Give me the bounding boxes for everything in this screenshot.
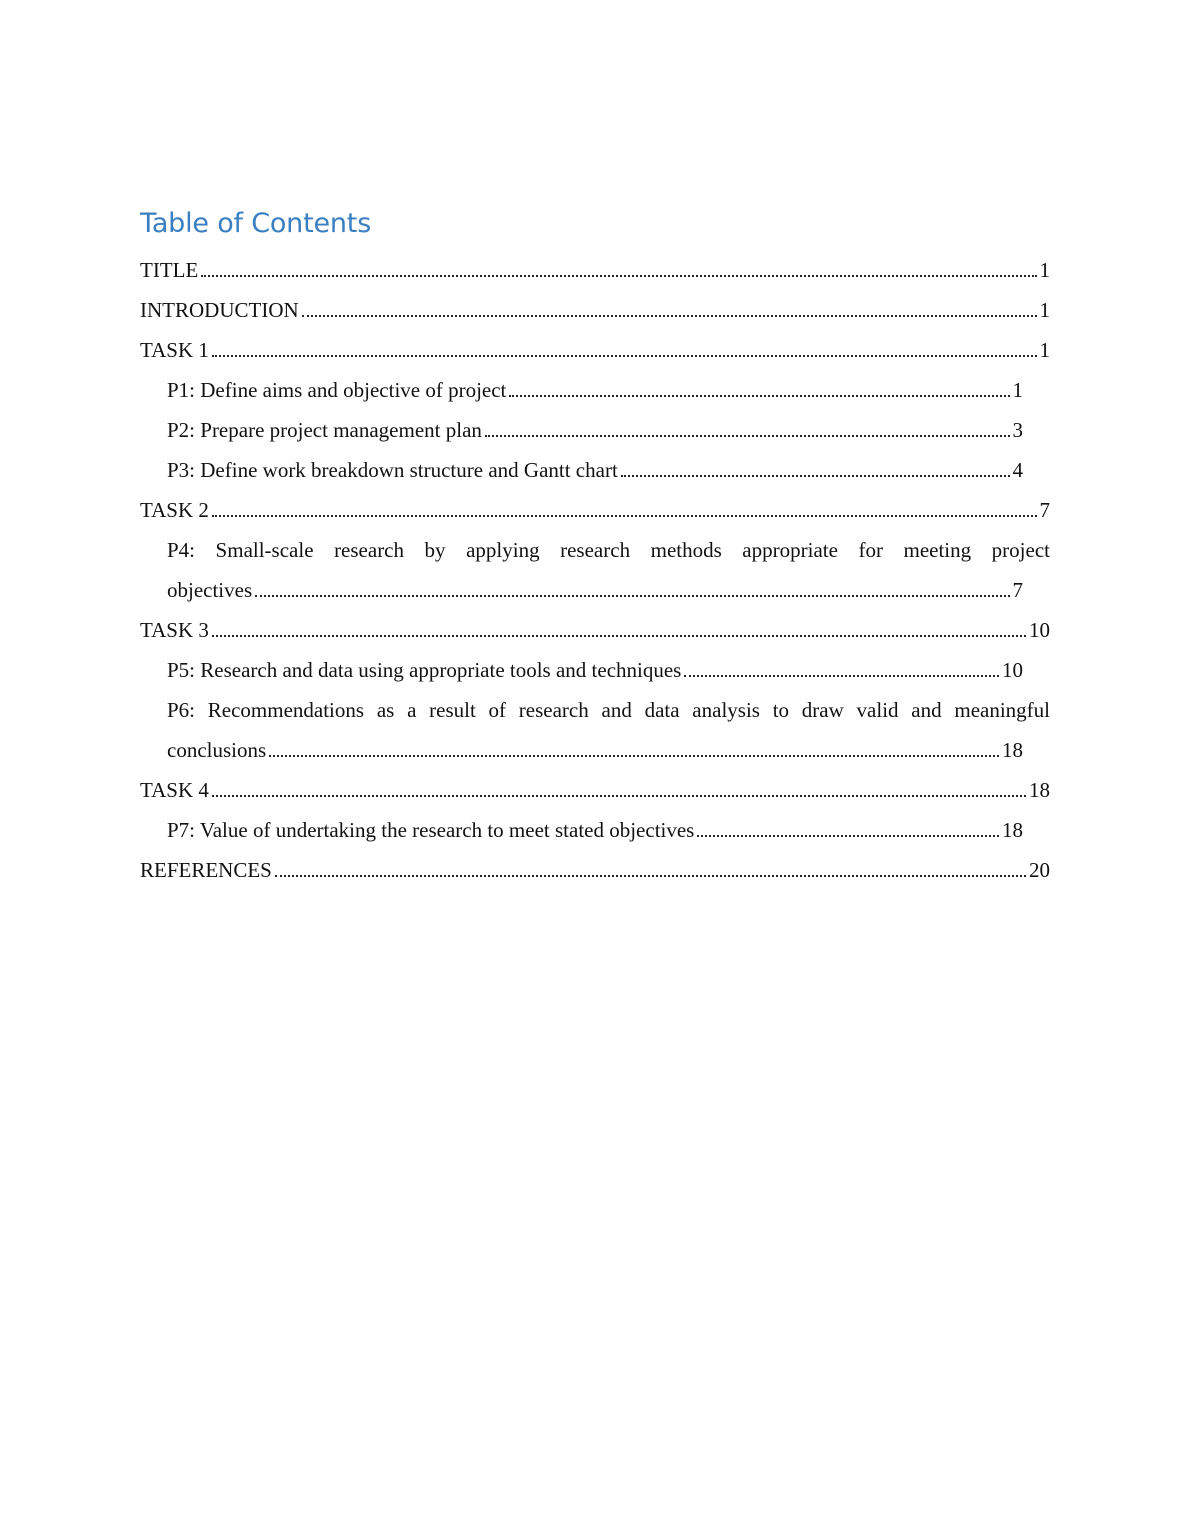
toc-leader xyxy=(269,755,999,757)
toc-leader xyxy=(201,275,1036,277)
toc-leader xyxy=(302,315,1037,317)
toc-page-number: 18 xyxy=(1029,778,1050,802)
toc-entry-p2[interactable] xyxy=(140,410,1023,450)
toc-leader xyxy=(684,675,999,677)
toc-entry-task-3[interactable] xyxy=(140,610,1050,650)
toc-page-number: 18 xyxy=(1002,738,1023,762)
toc-entry-label-line2: conclusions xyxy=(167,738,267,762)
toc-entry-label: P1: Define aims and objective of project xyxy=(167,378,507,402)
table-of-contents xyxy=(140,204,1050,890)
toc-entry-label: P5: Research and data using appropriate tools and techniques xyxy=(167,658,682,682)
toc-heading: Table of Contents xyxy=(140,208,372,239)
toc-leader xyxy=(212,515,1037,517)
toc-leader xyxy=(621,475,1010,477)
toc-entry-p5[interactable] xyxy=(140,650,1023,690)
toc-page-number: 1 xyxy=(1039,338,1050,362)
toc-entry-line2 xyxy=(167,730,1023,770)
toc-entry-p6[interactable] xyxy=(140,690,1050,770)
toc-page-number: 10 xyxy=(1029,618,1050,642)
toc-entry-label: TASK 1 xyxy=(140,338,209,362)
toc-entry-label: P3: Define work breakdown structure and Gantt chart xyxy=(167,458,618,482)
toc-entry-label: TITLE xyxy=(140,258,199,282)
toc-entry-p1[interactable] xyxy=(140,370,1023,410)
toc-page-number: 3 xyxy=(1012,418,1023,442)
toc-entry-label: TASK 4 xyxy=(140,778,209,802)
toc-page-number: 1 xyxy=(1039,298,1050,322)
toc-page-number: 18 xyxy=(1002,818,1023,842)
toc-leader xyxy=(212,795,1026,797)
toc-entry-label: INTRODUCTION xyxy=(140,298,299,322)
toc-entry-label: P2: Prepare project management plan xyxy=(167,418,482,442)
toc-leader xyxy=(697,835,999,837)
toc-entry-introduction[interactable] xyxy=(140,290,1050,330)
toc-leader xyxy=(485,435,1010,437)
toc-page-number: 20 xyxy=(1029,858,1050,882)
toc-page-number: 1 xyxy=(1039,258,1050,282)
toc-entry-p3[interactable] xyxy=(140,450,1023,490)
toc-entry-task-2[interactable] xyxy=(140,490,1050,530)
toc-page-number: 7 xyxy=(1012,578,1023,602)
toc-page-number: 10 xyxy=(1002,658,1023,682)
toc-leader xyxy=(255,595,1009,597)
toc-page-number: 4 xyxy=(1012,458,1023,482)
toc-leader xyxy=(212,355,1037,357)
toc-entry-title[interactable] xyxy=(140,250,1050,290)
toc-entry-label-line1: P6: Recommendations as a result of research and data analysis to draw valid and meaningful xyxy=(167,698,1050,722)
toc-leader xyxy=(509,395,1009,397)
toc-entry-label: TASK 2 xyxy=(140,498,209,522)
toc-entry-label-line1: P4: Small-scale research by applying research methods appropriate for meeting project xyxy=(167,538,1050,562)
toc-entry-line2 xyxy=(167,570,1023,610)
toc-leader xyxy=(275,875,1026,877)
toc-entry-label: TASK 3 xyxy=(140,618,209,642)
toc-entry-task-1[interactable] xyxy=(140,330,1050,370)
toc-entry-p4[interactable] xyxy=(140,530,1050,610)
toc-page-number: 1 xyxy=(1012,378,1023,402)
toc-entry-label: P7: Value of undertaking the research to meet stated objectives xyxy=(167,818,695,842)
toc-page-number: 7 xyxy=(1039,498,1050,522)
toc-leader xyxy=(212,635,1026,637)
toc-entry-task-4[interactable] xyxy=(140,770,1050,810)
toc-entry-label: REFERENCES xyxy=(140,858,272,882)
toc-entry-label-line2: objectives xyxy=(167,578,253,602)
toc-entry-references[interactable] xyxy=(140,850,1050,890)
toc-entry-p7[interactable] xyxy=(140,810,1023,850)
